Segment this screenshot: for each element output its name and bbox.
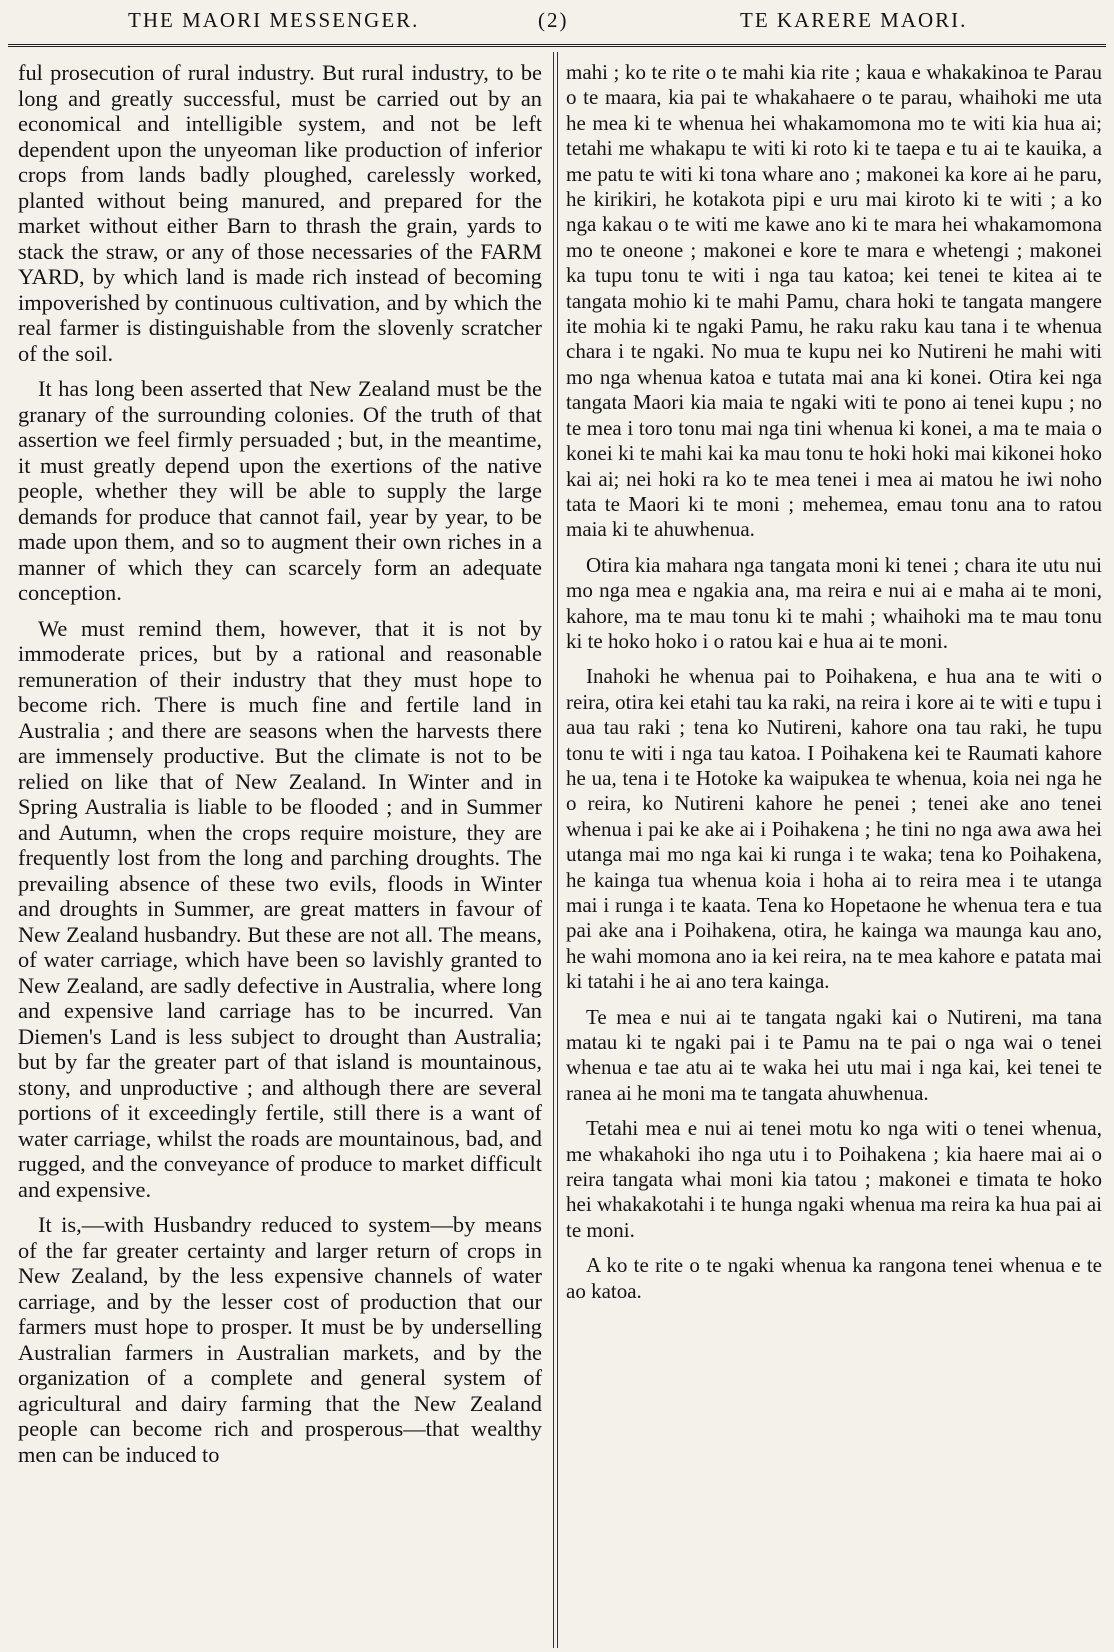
english-column [18, 60, 542, 1648]
maori-paragraph: Otira kia mahara nga tangata moni ki tenei ; chara ite utu nui mo nga mea e ngakia ana, ma reira e nui ai e maha ai te moni, kahore, ma te mau tonu ki te mahi ; whaihoki ma te mau tonu ki te hoko hoko i o ratou kai e hua ai te moni. [566, 552, 1102, 653]
column-divider [553, 52, 558, 1648]
english-paragraph: It is,—with Husbandry reduced to system—by means of the far greater certainty and larger return of crops in New Zealand, by the less expensive channels of water carriage, and by the lesser cost of production that our farmers must hope to prosper. It must be by underselling Australian farmers in Australian markets, and by the organization of a complete and general system of agricultural and dairy farming that the New Zealand people can become rich and prosperous—that wealthy men can be induced to [18, 1212, 542, 1467]
maori-column [566, 60, 1102, 1648]
maori-paragraph: mahi ; ko te rite o te mahi kia rite ; kaua e whakakinoa te Parau o te maara, kia pai te whakahaere o te parau, whaihoki me uta he mea ki te whenua hei whakamomona mo te witi kia hua ai; tetahi me whakapu te witi ki roto ki te taepa e tu ai te kauika, a me patu te witi ki tona whare ano ; makonei ka kore ai he paru, he kirikiri, he kotakota pipi e uru mai kiroto ki te witi ; a ko nga kakau o te witi me kawe ano ki te mara hei whakamomona mo te oneone ; makonei e kore te mara e whetengi ; makonei ka tupu tonu te witi i nga tau katoa; kei tenei te kitea ai te tangata mohio ki te mahi Pamu, chara hoki te tangata mangere ite mohia ki te ngaki Pamu, he raku raku kau tana i te whenua chara i te ngaki. No mua te kupu nei ko Nutireni he mahi witi mo nga whenua katoa e tutata mai ana ki konei. Otira kei nga tangata Maori kia maia te ngaki witi te pono ai tenei kupu ; no te mea i toro tonu mai nga tini whenua ki konei, a ma te maia o konei ki te mahi kai ka mau tonu te hoki hoki mai kikonei hoko kai ai; nei hoki ra ko te mea tenei i mea ai matou he iwi noho tata te Maori ki te moni ; mehemea, emau tonu ana to ratou maia ki te ahuwhenua. [566, 60, 1102, 542]
english-paragraph: We must remind them, however, that it is not by immoderate prices, but by a rational and reasonable remuneration of their industry that they must hope to become rich. There is much fine and fertile land in Australia ; and there are seasons when the harvests there are immensely productive. But the climate is not to be relied on like that of New Zealand. In Winter and in Spring Australia is liable to be flooded ; and in Summer and Autumn, when the crops require moisture, they are frequently lost from the long and parching droughts. The prevailing absence of these two evils, floods in Winter and droughts in Summer, are great matters in favour of New Zealand husbandry. But these are not all. The means, of water carriage, which have been so lavishly granted to New Zealand, are sadly defective in Australia, where long and expensive land carriage has to be incurred. Van Diemen's Land is less subject to drought than Australia; but by far the greater part of that island is mountainous, stony, and unproductive ; and although there are several portions of it exceedingly fertile, still there is a want of water carriage, whilst the roads are mountainous, bad, and rugged, and the conveyance of produce to market difficult and expensive. [18, 615, 542, 1202]
maori-paragraph: Inahoki he whenua pai to Poihakena, e hua ana te witi o reira, otira kei etahi tau ka raki, na reira i kore ai te witi e tupu i aua tau raki ; tena ko Nutireni, kahore ona tau raki, he tupu tonu te witi i nga tau katoa. I Poihakena kei te Raumati kahore he ua, tena i te Hotoke ka waipukea te whenua, koia nei nga he o reira, ko Nutireni kahore he penei ; tenei ake ano tenei whenua i pai ke ake ai i Poihakena ; he tini no nga awa awa hei utanga mai mo nga kai ki runga i te waka; tena ko Poihakena, he kainga tua whenua koia i hoha ai to reira mea i te utanga mai i runga i te kaata. Tena ko Hopetaone he whenua tera e tua pai ake ana i Poihakena, otira, he kainga wa maunga kau ano, he wahi momona ano ia kei reira, na te mea kahore e patata mai ki tatahi i he ai ano tera kainga. [566, 664, 1102, 994]
english-paragraph: ful prosecution of rural industry. But rural industry, to be long and greatly successful, must be carried out by an economical and intelligible system, and not be left dependent upon the unyeoman like production of inferior crops from lands badly ploughed, carelessly worked, planted without being manured, and prepared for the market without either Barn to thrash the grain, yards to stack the straw, or any of those necessaries of the FARM YARD, by which land is made rich instead of becoming impoverished by continuous cultivation, and by which the real farmer is distinguishable from the slovenly scratcher of the soil. [18, 60, 542, 366]
masthead-maori-title: TE KARERE MAORI. [740, 8, 968, 32]
masthead-english-title: THE MAORI MESSENGER. [128, 8, 420, 32]
maori-paragraph: Te mea e nui ai te tangata ngaki kai o Nutireni, ma tana matau ki te ngaki pai i te Pamu na te pai o nga wai o tenei whenua e tae atu ai te waka hei utu mai i nga kai, kei tenei te ranea ai he moni ma te tangata ahuwhenua. [566, 1004, 1102, 1105]
maori-paragraph: A ko te rite o te ngaki whenua ka rangona tenei whenua e te ao katoa. [566, 1253, 1102, 1303]
maori-paragraph: Tetahi mea e nui ai tenei motu ko nga witi o tenei whenua, me whakahoki iho nga utu i to Poihakena ; kia haere mai ai o reira tangata whai moni kia tatou ; makonei e timata te hoko hei whakakotahi i te hunga ngaki whenua ma reira ka hua pai ai te moni. [566, 1116, 1102, 1242]
masthead [0, 0, 1114, 44]
english-paragraph: It has long been asserted that New Zealand must be the granary of the surrounding colonies. Of the truth of that assertion we feel firmly persuaded ; but, in the meantime, it must greatly depend upon the exertions of the native people, whether they will be able to supply the large demands for produce that cannot fail, year by year, to be made upon them, and so to augment their own riches in a manner of which they can scarcely form an adequate conception. [18, 376, 542, 605]
page-number: (2) [538, 8, 569, 32]
masthead-rule [8, 44, 1106, 47]
